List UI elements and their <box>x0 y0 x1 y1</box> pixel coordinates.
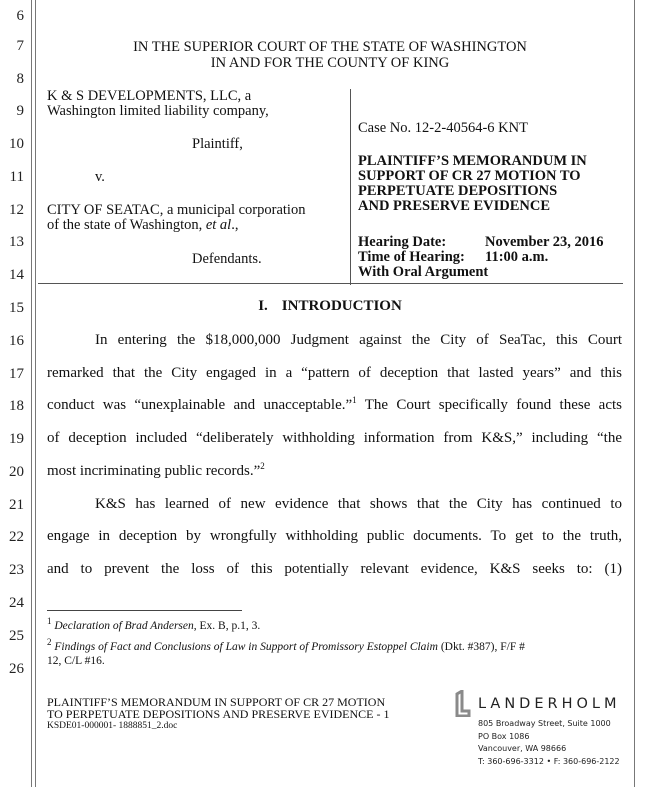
line-number: 11 <box>9 169 24 185</box>
line-number: 20 <box>9 464 24 480</box>
versus: v. <box>95 169 105 185</box>
body-line: conduct was “unexplainable and unacceptable.”$^1$ The Court specifically found these acts <box>47 395 622 413</box>
left-margin-rule-outer <box>31 0 32 787</box>
line-number: 7 <box>16 38 24 54</box>
line-number: 9 <box>16 103 24 119</box>
line-number: 14 <box>9 267 24 283</box>
body-line: of deception included “deliberately withholding information from K&S,” including “the <box>47 430 622 446</box>
footer-doc-id: KSDE01-000001- 1888851_2.doc <box>47 721 178 731</box>
line-number: 19 <box>9 431 24 447</box>
document-title: PLAINTIFF’S MEMORANDUM IN SUPPORT OF CR 27 MOTION TO PERPETUATE DEPOSITIONS AND PRESERVE EVIDENCE <box>358 153 587 214</box>
body-line: and to prevent the loss of this potentially relevant evidence, K&S seeks to: (1) <box>47 561 622 577</box>
line-number: 17 <box>9 366 24 382</box>
court-name: IN THE SUPERIOR COURT OF THE STATE OF WASHINGTON <box>133 39 527 55</box>
line-number: 18 <box>9 398 24 414</box>
line-number: 12 <box>9 202 24 218</box>
caption-divider <box>350 89 351 285</box>
body-line: remarked that the City engaged in a “pattern of deception that lasted years” and this <box>47 365 622 381</box>
footer-title: PLAINTIFF’S MEMORANDUM IN SUPPORT OF CR 27 MOTION TO PERPETUATE DEPOSITIONS AND PRESERVE EVIDENCE - 1 KSDE01-000001- 1888851_2.doc <box>47 695 390 731</box>
line-number: 10 <box>9 136 24 152</box>
footnote: $^1$ Declaration of Brad Andersen, Ex. B, p.1, 3. <box>47 616 261 632</box>
defendant-name: CITY OF SEATAC, a municipal corporation of the state of Washington, et al., <box>47 202 306 233</box>
footnote: $^2$ Findings of Fact and Conclusions of Law in Support of Promissory Estoppel Claim (Dkt. #387), F/F # 12, C/L #16. <box>47 637 525 667</box>
body-line: In entering the $18,000,000 Judgment against the City of SeaTac, this Court <box>95 332 622 348</box>
case-number: Case No. 12-2-40564-6 KNT <box>358 120 528 136</box>
hearing-date-label: Hearing Date: <box>358 234 447 250</box>
line-number: 21 <box>9 497 24 513</box>
plaintiff-role: Plaintiff, <box>192 136 243 152</box>
line-number: 15 <box>9 300 24 316</box>
hearing-info <box>358 235 604 280</box>
line-number: 24 <box>9 595 24 611</box>
plaintiff-name: K & S DEVELOPMENTS, LLC, a Washington limited liability company, <box>47 88 269 119</box>
body-line: engage in deception by wrongfully withholding public documents. To get to the truth, <box>47 528 622 544</box>
line-number: 25 <box>9 628 24 644</box>
court-county: IN AND FOR THE COUNTY OF KING <box>210 55 450 71</box>
hearing-date-value: November 23, 2016 <box>485 234 604 250</box>
line-number: 23 <box>9 562 24 578</box>
body-line: K&S has learned of new evidence that shows that the City has continued to <box>95 496 622 512</box>
body-line: most incriminating public records.”$^2$ <box>47 461 265 479</box>
caption-bottom-rule <box>38 283 623 284</box>
firm-address: 805 Broadway Street, Suite 1000 PO Box 1086 Vancouver, WA 98666 T: 360-696-3312 • F: 360-696-2122 <box>478 719 620 766</box>
oral-argument: With Oral Argument <box>358 264 489 280</box>
footnote-ref[interactable]: 1 <box>352 395 357 405</box>
footnote-ref[interactable]: 2 <box>260 461 265 471</box>
hearing-time-label: Time of Hearing: <box>358 249 465 265</box>
hearing-time-value: 11:00 a.m. <box>485 249 549 265</box>
line-number: 8 <box>16 71 24 87</box>
defendant-role: Defendants. <box>192 251 262 267</box>
left-margin-rule-inner <box>35 0 36 787</box>
firm-name: LANDERHOLM <box>478 696 621 712</box>
footnote-separator <box>47 610 242 611</box>
firm-logo-icon <box>455 690 471 717</box>
line-number: 26 <box>9 661 24 677</box>
line-number: 16 <box>9 333 24 349</box>
line-number: 6 <box>16 8 24 24</box>
right-margin-rule <box>634 0 635 787</box>
line-number: 13 <box>9 234 24 250</box>
line-number: 22 <box>9 529 24 545</box>
section-heading: I. INTRODUCTION <box>258 298 402 314</box>
